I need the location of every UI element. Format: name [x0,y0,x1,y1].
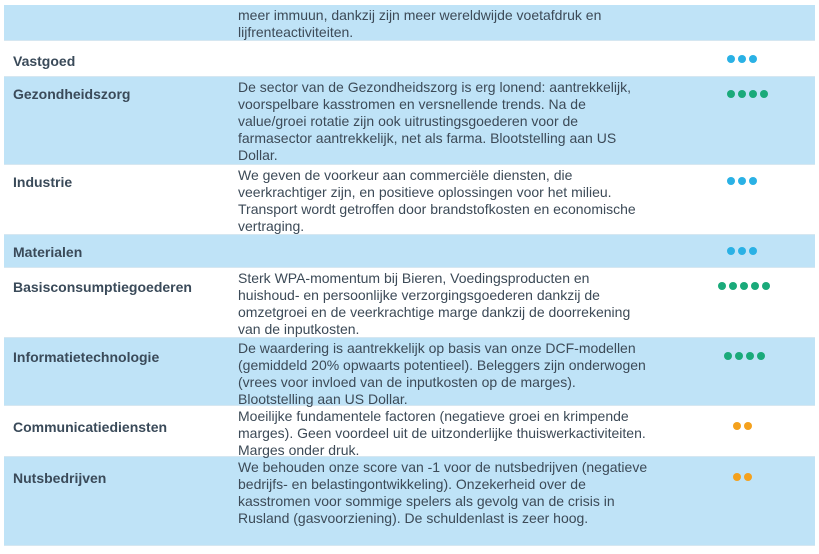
table-row [4,338,815,406]
score-dot-icon [757,352,765,360]
sector-description: We geven de voorkeur aan commerciële diensten, die veerkrachtiger zijn, en positieve oplossingen voor het milieu. Transport wordt getroffen door brandstofkosten en economische vertraging. [238,167,636,234]
sector-description: De waardering is aantrekkelijk op basis van onze DCF-modellen (gemiddeld 20% opwaarts potentieel). Beleggers zijn onderwogen (vrees voor invloed van de inputkosten op de marges). Blootstelling aan US Dollar. [238,340,646,407]
table-row [4,5,815,41]
sector-description [232,41,652,76]
table-row [4,268,815,338]
sector-name: Industrie [13,174,73,190]
sector-description: De sector van de Gezondheidszorg is erg lonend: aantrekkelijk, voorspelbare kasstromen en versnellende trends. Na de value/groei rotatie zijn ook uitrustingsgoederen voor de farmasector aantrekkelijk, net als farma. Blootstelling aan US Dollar. [238,79,631,163]
score-dots [733,473,752,481]
score-dots [727,177,757,185]
score-dot-icon [727,247,735,255]
score-dot-icon [733,473,741,481]
score-dot-icon [749,177,757,185]
score-cell [652,77,815,164]
table-row [4,235,815,268]
sector-name: Nutsbedrijven [13,470,107,486]
score-dot-icon [738,177,746,185]
score-cell [652,5,815,40]
score-dot-icon [760,90,768,98]
table-row [4,165,815,235]
sector-description: We behouden onze score van -1 voor de nutsbedrijven (negatieve bedrijfs- en belastingontwikkeling). Onzekerheid over de kasstromen voor sommige spelers als gevolg van de crisis in Rusland (gasvoorziening). De schuldenlast is zeer hoog. [238,459,648,526]
sector-name: Communicatiediensten [13,419,168,435]
sector-description: Sterk WPA-momentum bij Bieren, Voedingsproducten en huishoud- en persoonlijke verzorgingsgoederen dankzij de omzetgroei en de veerkrachtige marge dankzij de doorrekening van de inputkosten. [238,270,631,337]
score-dot-icon [746,352,754,360]
score-dot-icon [727,90,735,98]
score-dot-icon [724,352,732,360]
score-cell [652,165,815,234]
score-dots [727,247,757,255]
score-dots [733,422,752,430]
score-dot-icon [749,90,757,98]
table-row [4,41,815,77]
sector-table [4,4,815,546]
score-dots [727,90,768,98]
table-row [4,77,815,165]
score-dot-icon [738,55,746,63]
score-dots [718,282,770,290]
score-dot-icon [744,473,752,481]
sector-name: Basisconsumptiegoederen [13,279,192,295]
score-dot-icon [718,282,726,290]
score-cell [652,338,815,405]
score-dot-icon [727,177,735,185]
sector-description: Moeilijke fundamentele factoren (negatieve groei en krimpende marges). Geen voordeel uit de uitzonderlijke thuiswerkactiviteiten. Marges onder druk. [238,408,646,458]
table-row [4,457,815,546]
sector-name: Informatietechnologie [13,349,160,365]
score-cell [652,41,815,76]
score-dot-icon [749,55,757,63]
sector-name: Gezondheidszorg [13,86,131,102]
score-dots [724,352,765,360]
score-cell [652,235,815,267]
score-dot-icon [762,282,770,290]
sector-description [232,235,652,267]
score-dot-icon [744,422,752,430]
score-dot-icon [749,247,757,255]
score-dot-icon [733,422,741,430]
score-dots [727,55,757,63]
score-dot-icon [735,352,743,360]
sector-description: meer immuun, dankzij zijn meer wereldwijde voetafdruk en lijfrenteactiviteiten. [238,7,602,40]
score-dot-icon [740,282,748,290]
score-dot-icon [751,282,759,290]
sector-name: Materialen [13,244,83,260]
table-row [4,406,815,457]
score-dot-icon [729,282,737,290]
score-dot-icon [738,247,746,255]
score-cell [652,406,815,456]
score-dot-icon [727,55,735,63]
sector-name [4,5,232,40]
score-cell [652,268,815,337]
score-dot-icon [738,90,746,98]
score-cell [652,457,815,545]
sector-name: Vastgoed [13,53,76,69]
